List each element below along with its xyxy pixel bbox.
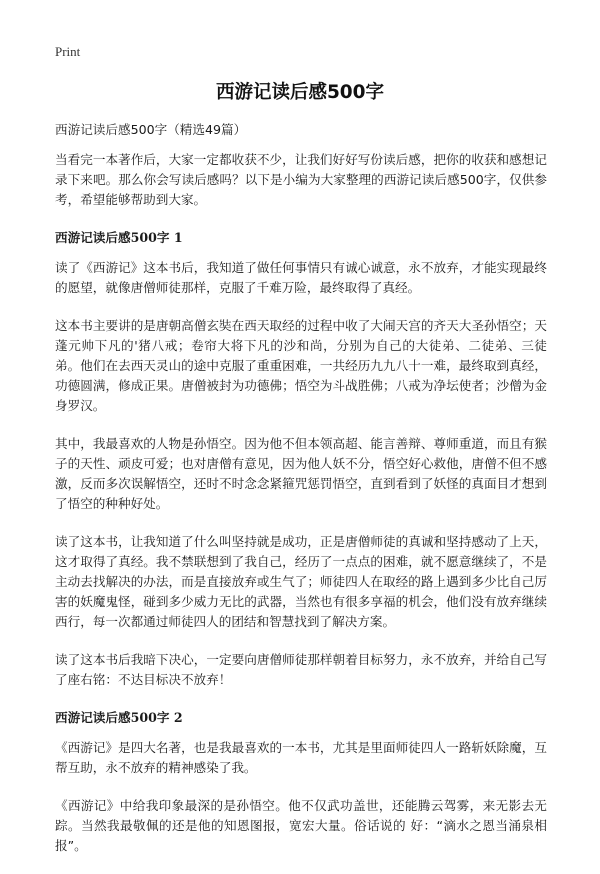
intro-paragraph: 当看完一本著作后，大家一定都收获不少，让我们好好写份读后感，把你的收获和感想记录下来吧。那么你会写读后感吗？以下是小编为大家整理的西游记读后感500字，仅供参考，希望能够帮助到大家。 (55, 152, 547, 207)
body-paragraph: 读了《西游记》这本书后，我知道了做任何事情只有诚心诚意，永不放弃，才能实现最终的愿望，就像唐僧师徒那样，克服了千难万险，最终取得了真经。 (55, 260, 547, 295)
body-paragraph: 其中，我最喜欢的人物是孙悟空。因为他不但本领高超、能言善辩、尊师重道，而且有猴子的天性、顽皮可爱；也对唐僧有意见，因为他人妖不分，悟空好心救他，唐僧不但不感激，反而多次误解悟空，还时不时念念紧箍咒惩罚悟空，直到看到了妖怪的真面目才想到了悟空的种种好处。 (55, 436, 547, 511)
page-title: 西游记读后感500字 (215, 82, 385, 103)
article-body (55, 120, 547, 874)
section-heading: 西游记读后感500字 1 (55, 230, 183, 245)
article-subtitle: 西游记读后感500字（精选49篇） (55, 122, 247, 137)
body-paragraph: 这本书主要讲的是唐朝高僧玄奘在西天取经的过程中收了大闹天宫的齐天大圣孙悟空；天蓬元帅下凡的'猪八戒；卷帘大将下凡的沙和尚，分别为自己的大徒弟、二徒弟、三徒弟。他们在去西天灵山的途中克服了重重困难，一共经历九九八十一难，最终取到真经，功德圆满，修成正果。唐僧被封为功德佛；悟空为斗战胜佛；八戒为净坛使者；沙僧为金身罗汉。 (55, 318, 547, 413)
body-paragraph: 《西游记》是四大名著，也是我最喜欢的一本书，尤其是里面师徒四人一路斩妖除魔，互帮互助，永不放弃的精神感染了我。 (55, 740, 547, 775)
body-paragraph: 《西游记》中给我印象最深的是孙悟空。他不仅武功盖世，还能腾云驾雾，来无影去无踪。当然我最敬佩的还是他的知恩图报，宽宏大量。俗话说的 好：“滴水之恩当涌泉相报”。 (55, 798, 547, 853)
print-link[interactable]: Print (55, 44, 81, 59)
section-heading: 西游记读后感500字 2 (55, 710, 183, 725)
body-paragraph: 读了这本书，让我知道了什么叫坚持就是成功，正是唐僧师徒的真诚和坚持感动了上天，这才取得了真经。我不禁联想到了我自己，经历了一点点的困难，就不愿意继续了，不是主动去找解决的办法，而是直接放弃或生气了；师徒四人在取经的路上遇到多少比自己厉害的妖魔鬼怪，碰到多少威力无比的武器，当然也有很多享福的机会，他们没有放弃继续西行，每一次都通过师徒四人的团结和智慧找到了解决方案。 (55, 534, 547, 629)
body-paragraph: 读了这本书后我暗下决心，一定要向唐僧师徒那样朝着目标努力，永不放弃，并给自己写了座右铭：不达目标决不放弃！ (55, 652, 547, 687)
